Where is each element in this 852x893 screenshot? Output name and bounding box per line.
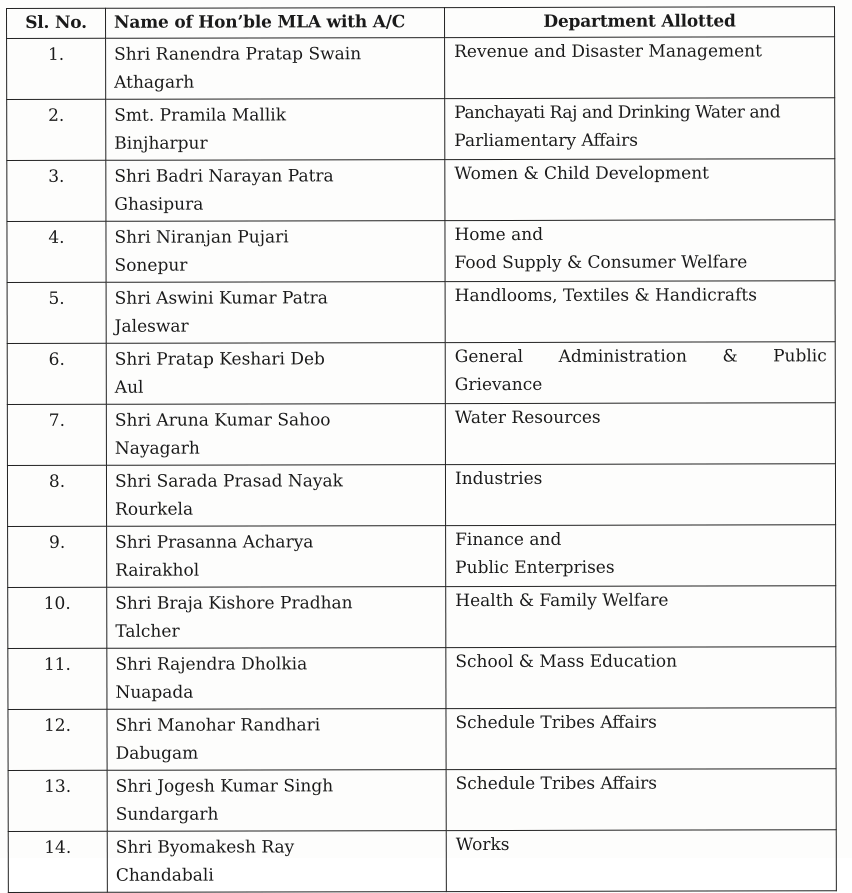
mla-cell — [106, 282, 445, 344]
department-line: Revenue and Disaster Management — [454, 41, 762, 63]
mla-name: Shri Prasanna Acharya — [115, 532, 314, 553]
mla-cell — [106, 343, 445, 405]
table-row — [7, 342, 835, 405]
constituency: Chandabali — [115, 865, 214, 886]
constituency: Ghasipura — [114, 194, 204, 215]
mla-name: Shri Pratap Keshari Deb — [114, 349, 325, 370]
department-line: Finance and — [455, 529, 562, 551]
department-line: General Administration & Public — [454, 346, 827, 368]
sl-no-cell: 4. — [7, 221, 106, 282]
mla-name: Shri Aswini Kumar Patra — [114, 288, 328, 309]
mla-cell — [107, 831, 446, 893]
table-row — [8, 769, 836, 832]
mla-cell — [106, 38, 445, 100]
department-line: Schedule Tribes Affairs — [455, 773, 658, 795]
department-cell — [446, 525, 836, 587]
department-cell — [445, 342, 835, 404]
constituency: Talcher — [115, 621, 180, 642]
mla-cell — [106, 465, 445, 527]
department-cell — [445, 464, 835, 526]
constituency: Aul — [114, 377, 144, 398]
table-row — [7, 98, 835, 161]
department-line: Schedule Tribes Affairs — [455, 712, 657, 734]
department-line: Industries — [454, 468, 543, 490]
constituency: Binjharpur — [114, 133, 208, 154]
sl-no-cell: 3. — [7, 160, 106, 221]
mla-name: Shri Sarada Prasad Nayak — [114, 471, 343, 492]
constituency: Dabugam — [115, 743, 199, 764]
header-row — [7, 7, 835, 39]
mla-name: Shri Badri Narayan Patra — [114, 166, 334, 187]
table-row — [7, 220, 835, 283]
table-row — [8, 586, 836, 649]
department-line: Handlooms, Textiles & Handicrafts — [454, 285, 757, 307]
department-line: Panchayati Raj and Drinking Water and — [454, 102, 781, 124]
mla-name: Shri Niranjan Pujari — [114, 227, 289, 248]
department-allotment-table — [6, 6, 837, 893]
department-line: Works — [455, 834, 510, 856]
department-cell — [445, 220, 835, 282]
table-row — [8, 525, 836, 588]
sl-no-cell: 8. — [7, 465, 106, 526]
table-row — [7, 281, 835, 344]
department-line: Women & Child Development — [454, 163, 709, 185]
constituency: Rourkela — [115, 499, 194, 520]
table-header — [7, 7, 835, 39]
mla-name: Shri Ranendra Pratap Swain — [114, 44, 362, 65]
constituency: Rairakhol — [115, 560, 200, 581]
header-department: Department Allotted — [445, 7, 835, 38]
department-cell — [446, 647, 836, 709]
department-line: Water Resources — [454, 407, 601, 429]
sl-no-cell: 9. — [8, 526, 107, 587]
table-row — [7, 37, 835, 100]
sl-no-cell: 5. — [7, 282, 106, 343]
sl-no-cell: 10. — [8, 587, 107, 648]
mla-name: Shri Jogesh Kumar Singh — [115, 776, 334, 797]
constituency: Sonepur — [114, 255, 188, 276]
mla-cell — [106, 404, 445, 466]
department-line: Health & Family Welfare — [455, 590, 669, 612]
mla-cell — [106, 99, 445, 161]
mla-cell — [106, 221, 445, 283]
constituency: Athagarh — [114, 72, 195, 93]
constituency: Sundargarh — [115, 804, 219, 825]
table-row — [7, 159, 835, 222]
department-cell — [445, 98, 835, 160]
sl-no-cell: 14. — [8, 831, 107, 892]
sl-no-cell: 13. — [8, 770, 107, 831]
sl-no-cell: 12. — [8, 709, 107, 770]
mla-name: Shri Braja Kishore Pradhan — [115, 593, 353, 614]
mla-cell — [107, 587, 446, 649]
department-line: Parliamentary Affairs — [454, 130, 638, 152]
department-line: Home and — [454, 224, 544, 246]
department-cell — [445, 37, 835, 99]
table-row — [7, 464, 835, 527]
department-cell — [445, 281, 835, 343]
mla-name: Shri Byomakesh Ray — [115, 837, 295, 858]
sl-no-cell: 6. — [7, 343, 106, 404]
header-mla-name: Name of Hon’ble MLA with A/C — [106, 8, 445, 39]
table-body — [7, 37, 837, 893]
mla-name: Shri Manohar Randhari — [115, 715, 321, 736]
sl-no-cell: 2. — [7, 99, 106, 160]
department-line: School & Mass Education — [455, 651, 678, 673]
department-cell — [446, 769, 836, 831]
mla-name: Smt. Pramila Mallik — [114, 105, 287, 126]
department-cell — [446, 830, 836, 892]
department-line: Food Supply & Consumer Welfare — [454, 252, 748, 274]
department-cell — [446, 586, 836, 648]
table-row — [7, 403, 835, 466]
constituency: Nayagarh — [114, 438, 200, 459]
mla-cell — [107, 648, 446, 710]
mla-name: Shri Rajendra Dholkia — [115, 654, 308, 675]
table-row — [8, 647, 836, 710]
department-line: Public Enterprises — [455, 557, 615, 579]
department-cell — [445, 159, 835, 221]
constituency: Jaleswar — [114, 316, 189, 337]
sl-no-cell: 11. — [8, 648, 107, 709]
department-cell — [446, 708, 836, 770]
table-row — [8, 708, 836, 771]
sl-no-cell: 1. — [7, 38, 106, 99]
mla-name: Shri Aruna Kumar Sahoo — [114, 410, 331, 431]
header-sl-no: Sl. No. — [7, 8, 106, 38]
mla-cell — [107, 709, 446, 771]
mla-cell — [106, 160, 445, 222]
department-cell — [445, 403, 835, 465]
department-line: Grievance — [454, 374, 543, 396]
mla-cell — [107, 770, 446, 832]
table-row — [8, 830, 836, 893]
sl-no-cell: 7. — [7, 404, 106, 465]
mla-cell — [107, 526, 446, 588]
constituency: Nuapada — [115, 682, 194, 703]
